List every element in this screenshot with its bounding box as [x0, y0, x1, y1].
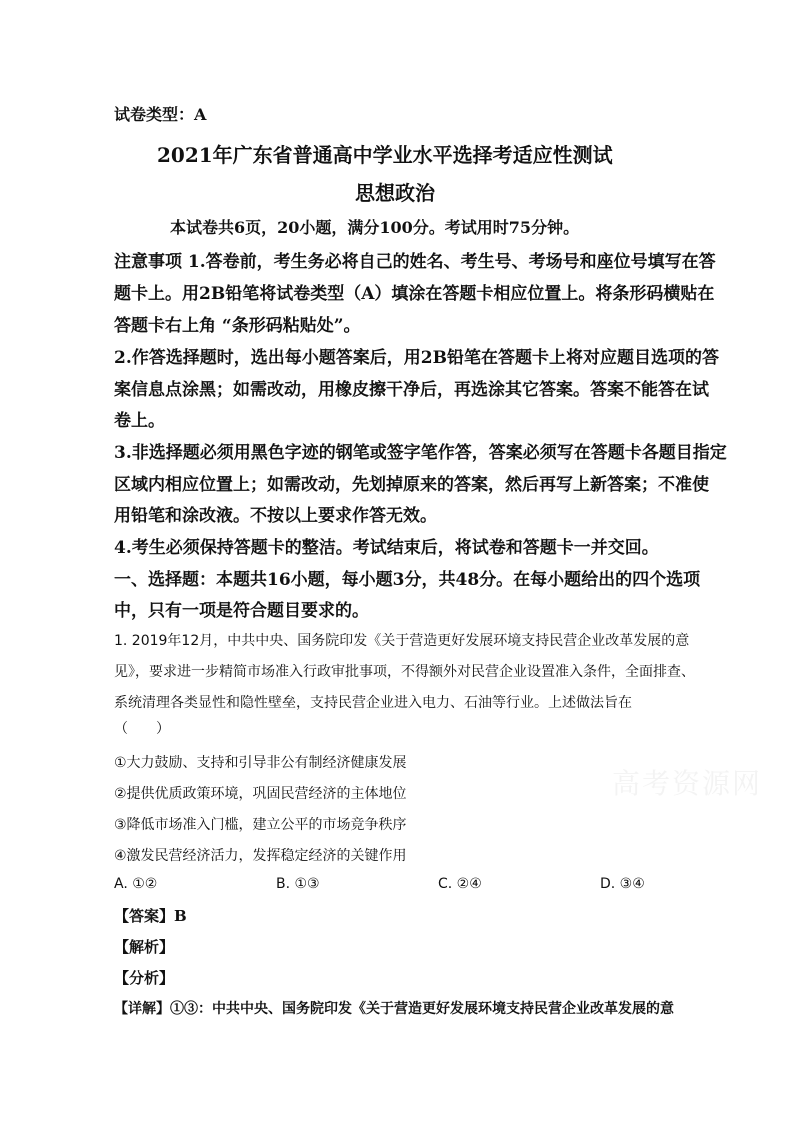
- instruction-line: 案信息点涂黑；如需改动，用橡皮擦干净后，再选涂其它答案。答案不能答在试: [114, 380, 709, 400]
- instruction-line: 题卡上。用2B铅笔将试卷类型（A）填涂在答题卡相应位置上。将条形码横贴在: [114, 284, 715, 304]
- instruction-line: 用铅笔和涂改液。不按以上要求作答无效。: [114, 506, 437, 526]
- instruction-line: 4.考生必须保持答题卡的整洁。考试结束后，将试卷和答题卡一并交回。: [114, 538, 659, 558]
- instruction-line: 注意事项 1.答卷前，考生务必将自己的姓名、考生号、考场号和座位号填写在答: [114, 252, 716, 272]
- question-stem-line: 系统清理各类显性和隐性壁垒，支持民营企业进入电力、石油等行业。上述做法旨在: [114, 695, 632, 711]
- analysis-tag: 【解析】: [114, 938, 175, 956]
- question-stem-line: 见》，要求进一步精简市场准入行政审批事项，不得额外对民营企业设置准入条件，全面排查、: [114, 664, 695, 680]
- watermark: 高考资源网: [612, 767, 763, 800]
- answer-tag: 【答案】B: [114, 907, 187, 925]
- option-a: A. ①②: [114, 876, 158, 892]
- option-b: B. ①③: [276, 876, 320, 892]
- exam-summary: 本试卷共6页，20小题，满分100分。考试用时75分钟。: [170, 218, 580, 237]
- statement-item: ③降低市场准入门槛，建立公平的市场竞争秩序: [114, 817, 407, 833]
- detail-line: 【详解】①③：中共中央、国务院印发《关于营造更好发展环境支持民营企业改革发展的意: [114, 1001, 674, 1017]
- breakdown-tag: 【分析】: [114, 969, 175, 987]
- section-heading-line: 一、选择题：本题共16小题，每小题3分，共48分。在每小题给出的四个选项: [114, 570, 701, 590]
- instruction-line: 答题卡右上角 “条形码粘贴处”。: [114, 316, 361, 336]
- paper-type-label: 试卷类型：A: [114, 105, 207, 124]
- statement-item: ④激发民营经济活力，发挥稳定经济的关键作用: [114, 848, 407, 864]
- option-d: D. ③④: [600, 876, 645, 892]
- section-heading-line: 中，只有一项是符合题目要求的。: [114, 601, 369, 621]
- instruction-line: 区域内相应位置上；如需改动，先划掉原来的答案，然后再写上新答案；不准使: [114, 475, 709, 495]
- exam-title: 2021年广东省普通高中学业水平选择考适应性测试: [157, 143, 613, 167]
- option-c: C. ②④: [438, 876, 482, 892]
- answer-placeholder: （ ）: [114, 721, 170, 737]
- question-stem-line: 1. 2019年12月，中共中央、国务院印发《关于营造更好发展环境支持民营企业改革发展的意: [114, 633, 690, 649]
- statement-item: ①大力鼓励、支持和引导非公有制经济健康发展: [114, 755, 407, 771]
- subject-title: 思想政治: [355, 181, 435, 205]
- instruction-line: 2.作答选择题时，选出每小题答案后，用2B铅笔在答题卡上将对应题目选项的答: [114, 348, 719, 368]
- instruction-line: 卷上。: [114, 411, 165, 431]
- instruction-line: 3.非选择题必须用黑色字迹的钢笔或签字笔作答，答案必须写在答题卡各题目指定: [114, 443, 727, 463]
- statement-item: ②提供优质政策环境，巩固民营经济的主体地位: [114, 786, 407, 802]
